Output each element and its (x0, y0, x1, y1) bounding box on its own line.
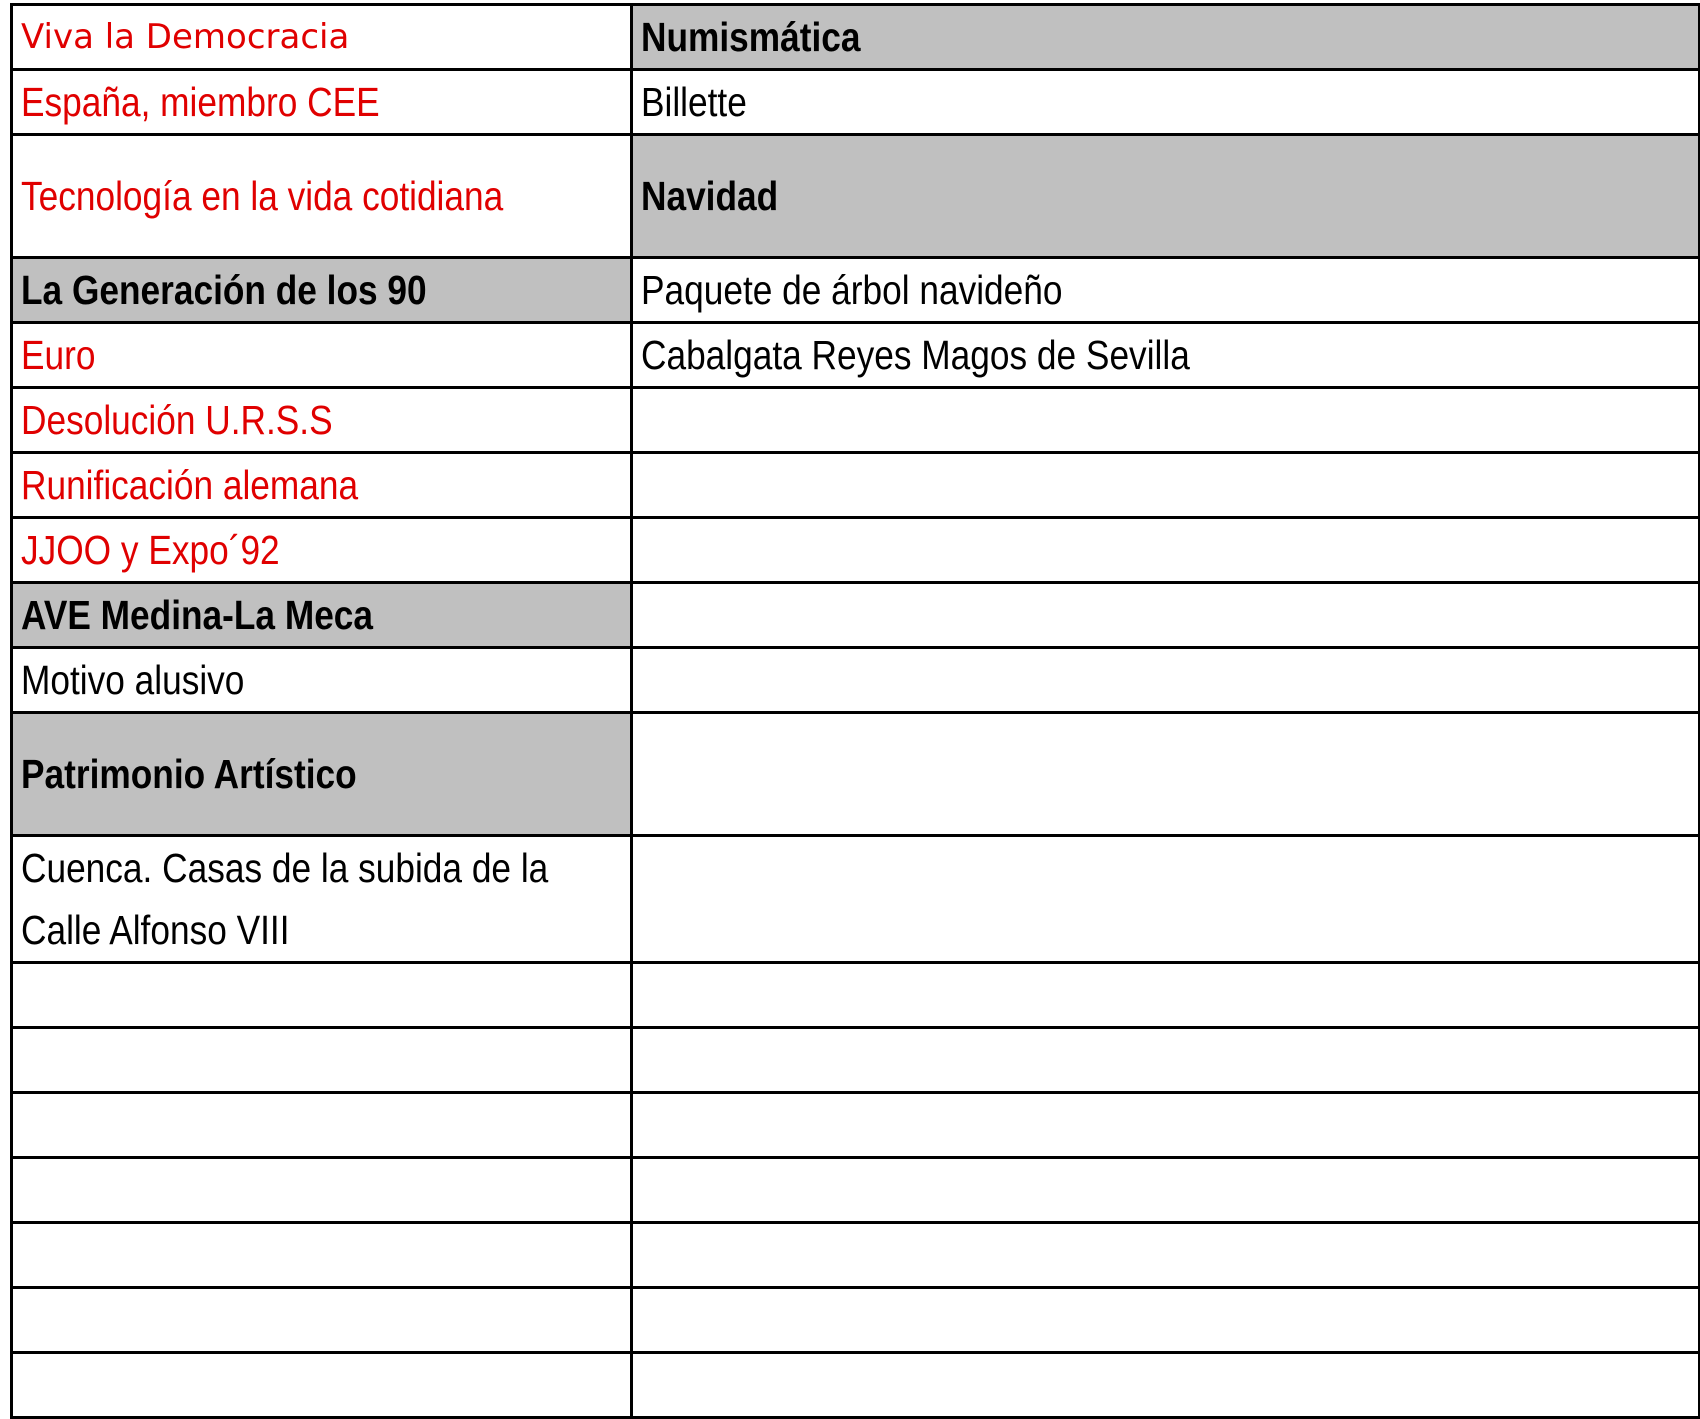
cell-left[interactable] (12, 5, 632, 70)
cell-left[interactable] (12, 1093, 632, 1158)
cell-text: Numismática (641, 14, 861, 60)
cell-left[interactable] (12, 963, 632, 1028)
cell-right[interactable] (632, 388, 1700, 453)
cell-right[interactable] (632, 323, 1700, 388)
cell-left[interactable] (12, 1288, 632, 1353)
table-row (12, 963, 1700, 1028)
cell-text: Desolución U.R.S.S (21, 397, 333, 443)
cell-text: España, miembro CEE (21, 79, 380, 125)
cell-right[interactable] (632, 713, 1700, 836)
table-row (12, 453, 1700, 518)
cell-right[interactable] (632, 836, 1700, 963)
cell-text: JJOO y Expo´92 (21, 527, 280, 573)
table-row (12, 5, 1700, 70)
cell-right[interactable] (632, 70, 1700, 135)
cell-right[interactable] (632, 453, 1700, 518)
cell-right[interactable] (632, 963, 1700, 1028)
cell-right[interactable] (632, 135, 1700, 258)
cell-text: Motivo alusivo (21, 657, 245, 703)
cell-right[interactable] (632, 258, 1700, 323)
cell-text: AVE Medina-La Meca (21, 592, 374, 638)
cell-text: Cabalgata Reyes Magos de Sevilla (641, 332, 1190, 378)
cell-left[interactable] (12, 1353, 632, 1418)
cell-text: Cuenca. Casas de la subida de la Calle Alfonso VIII (21, 845, 549, 953)
cell-right[interactable] (632, 5, 1700, 70)
cell-text: Tecnología en la vida cotidiana (21, 173, 504, 219)
cell-text: Navidad (641, 173, 779, 219)
table-row (12, 583, 1700, 648)
cell-text: La Generación de los 90 (21, 267, 427, 313)
table-row (12, 713, 1700, 836)
cell-left[interactable] (12, 453, 632, 518)
table-row (12, 1028, 1700, 1093)
cell-left[interactable] (12, 583, 632, 648)
cell-text: Viva la Democracia (21, 17, 350, 57)
table-row (12, 70, 1700, 135)
cell-right[interactable] (632, 1288, 1700, 1353)
cell-left[interactable] (12, 388, 632, 453)
table-row (12, 135, 1700, 258)
cell-left[interactable] (12, 1158, 632, 1223)
table-row (12, 323, 1700, 388)
cell-right[interactable] (632, 1093, 1700, 1158)
cell-right[interactable] (632, 1028, 1700, 1093)
cell-right[interactable] (632, 648, 1700, 713)
cell-right[interactable] (632, 1223, 1700, 1288)
table-row (12, 648, 1700, 713)
table-row (12, 518, 1700, 583)
cell-right[interactable] (632, 1158, 1700, 1223)
table-row (12, 258, 1700, 323)
table-row (12, 388, 1700, 453)
cell-left[interactable] (12, 70, 632, 135)
table-row (12, 1288, 1700, 1353)
cell-left[interactable] (12, 518, 632, 583)
cell-left[interactable] (12, 648, 632, 713)
table-row (12, 1093, 1700, 1158)
cell-right[interactable] (632, 583, 1700, 648)
cell-left[interactable] (12, 713, 632, 836)
cell-left[interactable] (12, 1223, 632, 1288)
cell-text: Billette (641, 79, 747, 125)
stamp-list-table (10, 3, 1700, 1419)
cell-left[interactable] (12, 258, 632, 323)
table-row (12, 1223, 1700, 1288)
table-row (12, 836, 1700, 963)
cell-left[interactable] (12, 135, 632, 258)
cell-text: Patrimonio Artístico (21, 751, 357, 797)
cell-text: Paquete de árbol navideño (641, 267, 1063, 313)
cell-right[interactable] (632, 1353, 1700, 1418)
cell-left[interactable] (12, 323, 632, 388)
table-row (12, 1158, 1700, 1223)
cell-text: Euro (21, 332, 96, 378)
table-row (12, 1353, 1700, 1418)
cell-left[interactable] (12, 836, 632, 963)
cell-text: Runificación alemana (21, 462, 359, 508)
cell-right[interactable] (632, 518, 1700, 583)
cell-left[interactable] (12, 1028, 632, 1093)
